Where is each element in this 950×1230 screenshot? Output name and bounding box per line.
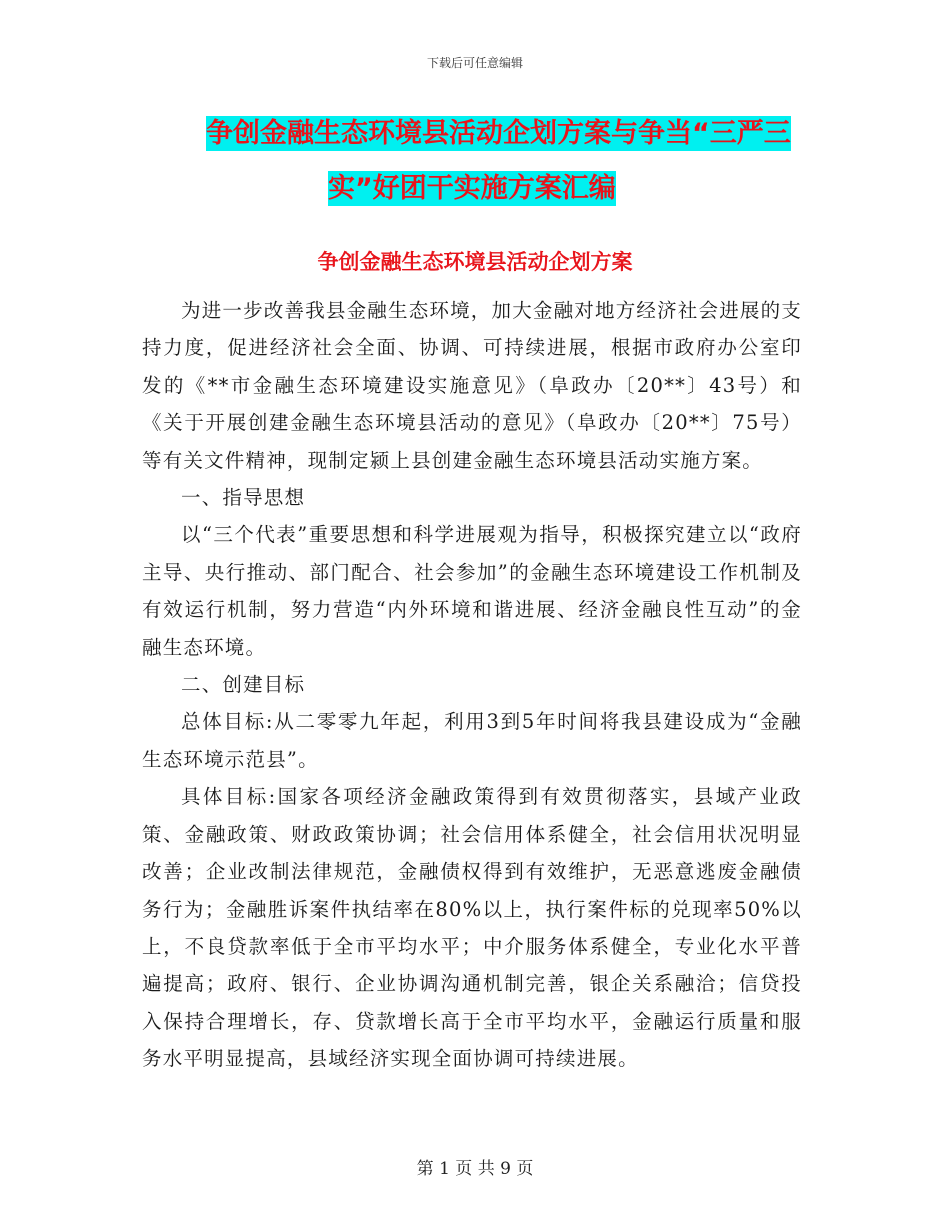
overall-goal-paragraph: 总体目标:从二零零九年起，利用3到5年时间将我县建设成为“金融生态环境示范县”。	[142, 710, 802, 771]
heading-goals: 二、创建目标	[181, 673, 306, 697]
guiding-thought-paragraph: 以“三个代表”重要思想和科学进展观为指导，积极探究建立以“政府主导、央行推动、部门配合、社会参加”的金融生态环境建设工作机制及有效运行机制，努力营造“内外环境和谐进展、经济金融良性互动”的金融生态环境。	[142, 523, 802, 659]
specific-goal-paragraph: 具体目标:国家各项经济金融政策得到有效贯彻落实，县域产业政策、金融政策、财政政策协调；社会信用体系健全，社会信用状况明显改善；企业改制法律规范，金融债权得到有效维护，无恶意逃废金融债务行为；金融胜诉案件执结率在80%以上，执行案件标的兑现率50%以上，不良贷款率低于全市平均水平；中介服务体系健全，专业化水平普遍提高；政府、银行、企业协调沟通机制完善，银企关系融洽；信贷投入保持合理增长，存、贷款增长高于全市平均水平，金融运行质量和服务水平明显提高，县域经济实现全面协调可持续进展。	[142, 785, 802, 1071]
header-note: 下载后可任意编辑	[426, 56, 523, 70]
title-line-2: 实”好团干实施方案汇编	[328, 173, 616, 204]
page-number: 第 1 页 共 9 页	[416, 1159, 534, 1179]
section-title: 争创金融生态环境县活动企划方案	[317, 250, 633, 274]
heading-guiding-thought: 一、指导思想	[181, 486, 306, 510]
body-text	[142, 292, 802, 1078]
intro-paragraph: 为进一步改善我县金融生态环境，加大金融对地方经济社会进展的支持力度，促进经济社会全面、协调、可持续进展，根据市政府办公室印发的《**市金融生态环境建设实施意见》（阜政办〔20**〕43号）和《关于开展创建金融生态环境县活动的意见》（阜政办〔20**〕75号）等有关文件精神，现制定颍上县创建金融生态环境县活动实施方案。	[142, 299, 803, 472]
title-line-1: 争创金融生态环境县活动企划方案与争当“三严三	[206, 118, 791, 149]
document-title	[140, 106, 840, 216]
